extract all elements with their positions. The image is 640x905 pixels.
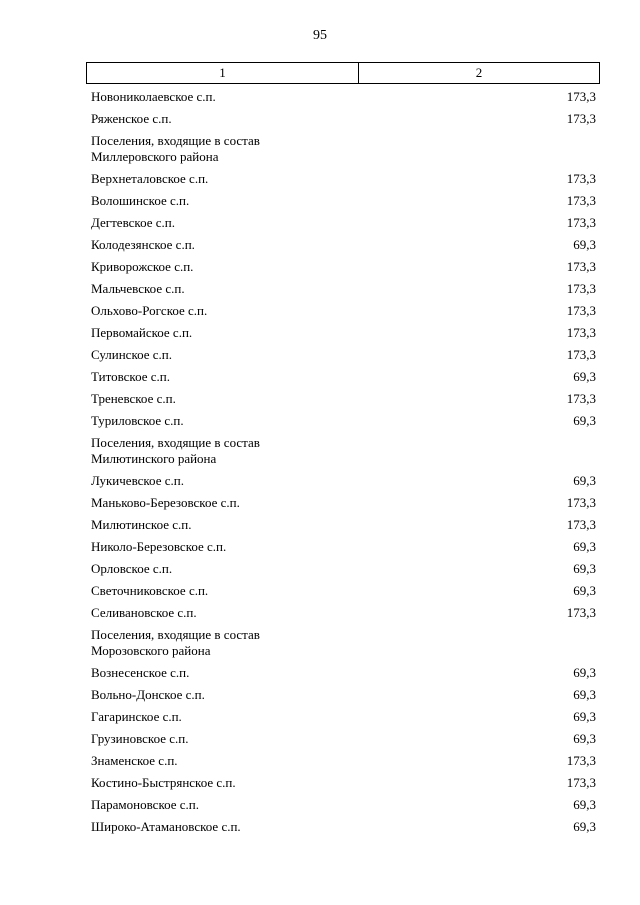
settlement-name: Маньково-Березовское с.п. <box>91 495 240 510</box>
settlement-value: 173,3 <box>566 193 596 208</box>
table-row <box>86 86 596 108</box>
table-row <box>86 492 596 514</box>
settlement-name: Криворожское с.п. <box>91 259 194 274</box>
settlement-name: Вознесенское с.п. <box>91 665 190 680</box>
settlement-name: Лукичевское с.п. <box>91 473 184 488</box>
group-heading: Поселения, входящие в состав Морозовского района <box>91 627 260 658</box>
table-row <box>86 212 596 234</box>
table-row <box>86 234 596 256</box>
settlement-value: 173,3 <box>566 347 596 362</box>
table-row <box>86 794 596 816</box>
table-row <box>86 580 596 602</box>
settlement-value: 69,3 <box>573 237 596 252</box>
table-row <box>86 728 596 750</box>
settlement-name: Мальчевское с.п. <box>91 281 185 296</box>
settlement-name: Вольно-Донское с.п. <box>91 687 205 702</box>
table-row <box>86 366 596 388</box>
group-heading-row <box>86 130 596 168</box>
table-row <box>86 190 596 212</box>
settlement-value: 69,3 <box>573 583 596 598</box>
settlement-name: Первомайское с.п. <box>91 325 193 340</box>
group-heading: Поселения, входящие в состав Милютинского района <box>91 435 260 466</box>
table-row <box>86 470 596 492</box>
settlement-name: Титовское с.п. <box>91 369 170 384</box>
settlement-value: 173,3 <box>566 111 596 126</box>
settlement-value: 69,3 <box>573 731 596 746</box>
settlement-name: Ряженское с.п. <box>91 111 172 126</box>
table-row <box>86 256 596 278</box>
settlement-value: 173,3 <box>566 281 596 296</box>
settlement-name: Треневское с.п. <box>91 391 176 406</box>
table-row <box>86 536 596 558</box>
settlement-value: 173,3 <box>566 303 596 318</box>
settlement-value: 173,3 <box>566 517 596 532</box>
settlement-name: Гагаринское с.п. <box>91 709 182 724</box>
table-row <box>86 602 596 624</box>
settlement-value: 173,3 <box>566 259 596 274</box>
settlement-name: Знаменское с.п. <box>91 753 178 768</box>
settlement-value: 173,3 <box>566 775 596 790</box>
settlement-value: 173,3 <box>566 495 596 510</box>
settlement-value: 69,3 <box>573 539 596 554</box>
settlement-name: Милютинское с.п. <box>91 517 192 532</box>
settlement-value: 173,3 <box>566 605 596 620</box>
settlement-value: 69,3 <box>573 369 596 384</box>
settlement-value: 173,3 <box>566 215 596 230</box>
settlement-name: Светочниковское с.п. <box>91 583 209 598</box>
settlement-value: 173,3 <box>566 325 596 340</box>
header-col-2: 2 <box>475 65 483 80</box>
table-header <box>86 62 600 84</box>
settlement-value: 173,3 <box>566 753 596 768</box>
settlement-name: Николо-Березовское с.п. <box>91 539 227 554</box>
table-row <box>86 388 596 410</box>
settlement-name: Туриловское с.п. <box>91 413 184 428</box>
settlement-value: 69,3 <box>573 819 596 834</box>
table-row <box>86 816 596 838</box>
table-row <box>86 300 596 322</box>
table-row <box>86 772 596 794</box>
settlement-name: Костино-Быстрянское с.п. <box>91 775 236 790</box>
settlement-name: Селивановское с.п. <box>91 605 197 620</box>
settlement-value: 69,3 <box>573 473 596 488</box>
table-row <box>86 168 596 190</box>
table-row <box>86 662 596 684</box>
table-row <box>86 108 596 130</box>
page-number: 95 <box>313 28 327 43</box>
table-row <box>86 558 596 580</box>
table-row <box>86 514 596 536</box>
settlement-value: 173,3 <box>566 171 596 186</box>
table-row <box>86 684 596 706</box>
settlement-value: 69,3 <box>573 665 596 680</box>
settlement-value: 173,3 <box>566 89 596 104</box>
settlement-value: 69,3 <box>573 797 596 812</box>
settlement-name: Колодезянское с.п. <box>91 237 195 252</box>
table-row <box>86 410 596 432</box>
group-heading-row <box>86 432 596 470</box>
settlement-value: 69,3 <box>573 413 596 428</box>
settlement-name: Грузиновское с.п. <box>91 731 189 746</box>
settlement-name: Парамоновское с.п. <box>91 797 200 812</box>
group-heading: Поселения, входящие в состав Миллеровского района <box>91 133 260 164</box>
table-body <box>86 86 596 838</box>
table-row <box>86 344 596 366</box>
settlement-value: 69,3 <box>573 561 596 576</box>
table-row <box>86 750 596 772</box>
table-row <box>86 278 596 300</box>
settlement-value: 173,3 <box>566 391 596 406</box>
settlement-name: Сулинское с.п. <box>91 347 173 362</box>
settlement-name: Орловское с.п. <box>91 561 173 576</box>
settlement-name: Широко-Атамановское с.п. <box>91 819 241 834</box>
settlement-name: Ольхово-Рогское с.п. <box>91 303 208 318</box>
group-heading-row <box>86 624 596 662</box>
table-row <box>86 706 596 728</box>
settlement-name: Новониколаевское с.п. <box>91 89 216 104</box>
table-row <box>86 322 596 344</box>
header-col-1: 1 <box>87 63 359 83</box>
settlement-name: Волошинское с.п. <box>91 193 190 208</box>
settlement-name: Дегтевское с.п. <box>91 215 175 230</box>
settlement-value: 69,3 <box>573 709 596 724</box>
settlement-name: Верхнеталовское с.п. <box>91 171 209 186</box>
settlement-value: 69,3 <box>573 687 596 702</box>
